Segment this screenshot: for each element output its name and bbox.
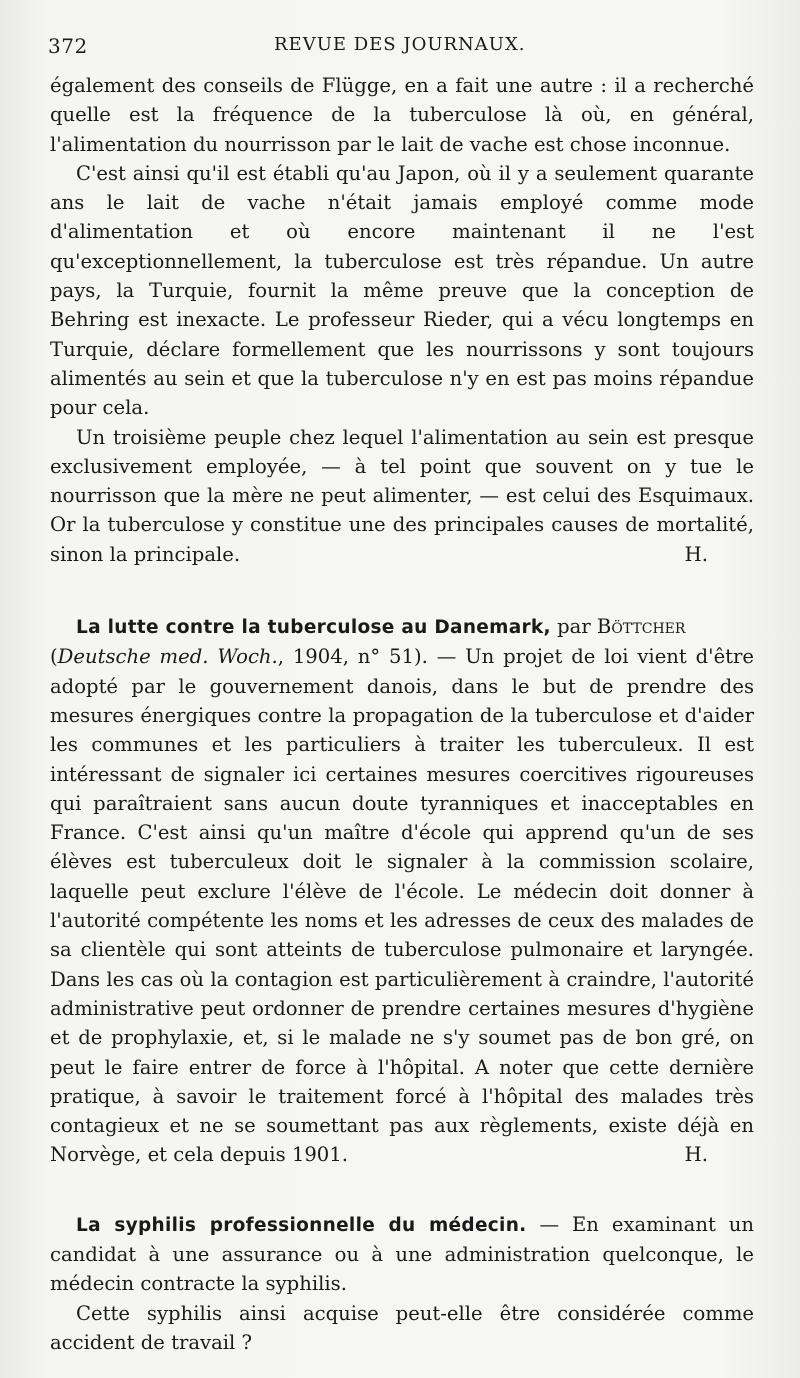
paragraph-japan-turkey: C'est ainsi qu'il est établi qu'au Japon, où il y a seulement quarante ans le lait de vache n'était jamais employé comme mode d'alimentation et où encore maintenant il ne l'est qu'exceptionnellement, la tuberculose est très répandue. Un autre pays, la Turquie, fournit la même preuve que la conception de Behring est inexacte. Le professeur Rieder, qui a vécu longtemps en Turquie, déclare formellement que les nourrissons y sont toujours alimentés au sein et que la tuberculose n'y en est pas moins répandue pour cela. [50,161,754,420]
signature: H. [684,542,708,566]
source-journal: Deutsche med. Woch. [57,645,278,669]
running-title: REVUE DES JOURNAUX. [274,34,526,55]
source-details: , 1904, n° 51). [277,645,428,669]
article-by: par [557,615,591,639]
paragraph-eskimos [50,423,754,569]
paragraph-eskimos-text: Un troisième peuple chez lequel l'alimentation au sein est presque exclusivement employée, — à tel point que souvent on y tue le nourrisson que la mère ne peut alimenter, — est celui des Esquimaux. Or la tuberculose y constitue une des principales causes de mortalité, sinon la principale. [50,425,754,566]
article-body [50,71,754,1357]
article-denmark-text: — Un projet de loi vient d'être adopté par le gouvernement danois, dans le but de prendre des mesures énergiques contre la propagation de la tuberculose et d'aider les communes et les particuliers à traiter les tuberculeux. Il est intéressant de signaler ici certaines mesures coercitives rigoureuses qui paraîtraient sans aucun doute tyranniques et inacceptables en France. C'est ainsi qu'un maître d'école qui apprend qu'un de ses élèves est tuberculeux doit le signaler à la commission scolaire, laquelle peut exclure l'élève de l'école. Le médecin doit donner à l'autorité compétente les noms et les adresses de ceux des malades de sa clientèle qui sont atteints de tuberculose pulmonaire et laryngée. Dans les cas où la contagion est particulièrement à craindre, l'autorité administrative peut ordonner de prendre certaines mesures d'hygiène et de prophylaxie, et, si le malade ne s'y soumet pas de bon gré, on peut le faire entrer de force à l'hôpital. A noter que cette dernière pratique, à savoir le traitement forcé à l'hôpital des malades très contagieux et ne se soumettant pas aux règlements, existe déjà en Norvège, et cela depuis 1901. [50,645,754,1167]
section-gap [50,1170,754,1210]
article-syphilis-text: — En examinant un candidat à une assurance ou à une administration quelconque, le médecin contracte la syphilis. [50,1212,754,1296]
signature: H. [684,1143,708,1167]
article-title: La lutte contre la tuberculose au Danemark, [76,617,551,639]
article-title: La syphilis professionnelle du médecin. [76,1214,527,1236]
article-denmark [50,612,754,1170]
paragraph-question: Cette syphilis ainsi acquise peut-elle être considérée comme accident de travail ? [50,1301,754,1354]
article-syphilis [50,1210,754,1299]
source-open: ( [50,645,58,669]
paragraph-intro: également des conseils de Flügge, en a fait une autre : il a recherché quelle est la fréquence de la tuberculose là où, en général, l'alimentation du nourrisson par le lait de vache est chose inconnue. [50,74,754,156]
article-author: Böttcher [596,615,686,639]
section-gap [50,569,754,612]
page-header [48,34,754,60]
page-number: 372 [48,34,88,58]
